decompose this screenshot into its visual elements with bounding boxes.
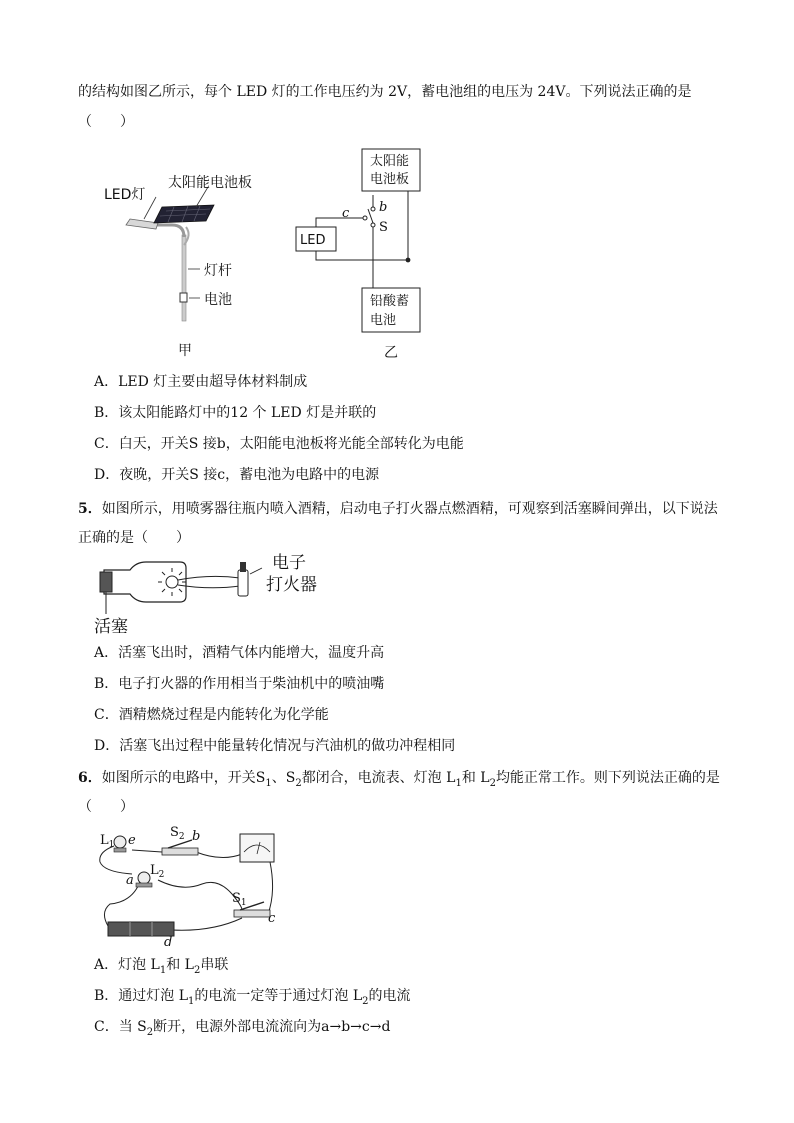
q6-stem-line2: （ ） xyxy=(78,799,134,815)
solar-panel-label: 太阳能电池板 xyxy=(168,175,252,191)
figure-circuit-q6 xyxy=(92,822,292,952)
q6-stem-sub3: 1 xyxy=(455,777,462,789)
switch-s1-base xyxy=(234,910,270,917)
battery-box-line1: 铅酸蓄 xyxy=(370,294,410,309)
label-l1: $L_1$ xyxy=(100,833,115,850)
battery-label: 电池 xyxy=(204,292,232,308)
q5-stem-text: 如图所示，用喷雾器往瓶内喷入酒精，启动电子打火器点燃酒精，可观察到活塞瞬间弹出，以下说法 xyxy=(101,501,718,517)
q4-option-a: A．LED 灯主要由超导体材料制成 xyxy=(94,374,308,390)
caption-jia: 甲 xyxy=(178,343,192,359)
bulb-l2-icon xyxy=(138,872,150,884)
igniter-body xyxy=(238,570,248,596)
q4-stem-line1: 的结构如图乙所示，每个 LED 灯的工作电压约为 2V，蓄电池组的电压为 24V。下列说法正确的是 xyxy=(78,84,692,100)
label-d: d xyxy=(164,935,173,950)
contact-b xyxy=(371,207,375,211)
label-e: e xyxy=(128,833,136,848)
label-b: b xyxy=(379,200,388,215)
q6-stem-part4: 和 L xyxy=(461,770,490,786)
q5-stem-line1 xyxy=(78,499,718,519)
battery-pack xyxy=(108,922,174,936)
q6-stem-part3: 都闭合，电流表、灯泡 L xyxy=(301,770,456,786)
q4-option-b: B．该太阳能路灯中的12 个 LED 灯是并联的 xyxy=(94,405,377,421)
q5-option-d: D．活塞飞出过程中能量转化情况与汽油机的做功冲程相同 xyxy=(94,738,456,754)
q6-stem-part5: 均能正常工作。则下列说法正确的是 xyxy=(495,770,720,786)
lamp-pole xyxy=(182,235,186,321)
q5-option-a: A．活塞飞出时，酒精气体内能增大，温度升高 xyxy=(94,645,385,661)
pole-label: 灯杆 xyxy=(204,263,232,279)
contact-c xyxy=(363,216,367,220)
q6-stem-part2: 、S xyxy=(271,770,296,786)
q4-option-c: C．白天，开关S 接b，太阳能电池板将光能全部转化为电能 xyxy=(94,436,464,452)
spark-icon xyxy=(166,576,178,588)
q4-option-d: D．夜晚，开关S 接c，蓄电池为电路中的电源 xyxy=(94,467,380,483)
q6-stem-sub2: 2 xyxy=(295,777,302,789)
figure-jia xyxy=(96,165,286,365)
label-c: c xyxy=(342,206,350,221)
lamp-arm xyxy=(154,225,184,237)
switch-s2-base xyxy=(162,848,198,855)
piston-label: 活塞 xyxy=(94,617,128,637)
solar-box-line2: 电池板 xyxy=(370,172,410,187)
led-lamp-head xyxy=(126,219,158,229)
q6-stem-sub4: 2 xyxy=(489,777,496,789)
q6-stem-line1 xyxy=(78,768,720,788)
q4-stem-line2: （ ） xyxy=(78,114,134,130)
igniter-label-line2: 打火器 xyxy=(266,575,317,595)
ammeter-icon xyxy=(240,834,274,862)
label-c: c xyxy=(268,911,276,926)
q5-option-b: B．电子打火器的作用相当于柴油机中的喷油嘴 xyxy=(94,676,385,692)
igniter-label-line1: 电子 xyxy=(272,553,306,573)
battery-box xyxy=(180,293,187,302)
led-box-label: LED xyxy=(300,233,326,248)
caption-yi: 乙 xyxy=(384,345,398,361)
q6-option-a: A．灯泡 $L_1$和 $L_2$串联 xyxy=(94,957,229,976)
label-a: a xyxy=(126,873,134,888)
led-label: LED灯 xyxy=(104,187,146,203)
q5-stem-line2: 正确的是（ ） xyxy=(78,530,190,546)
junction-dot xyxy=(406,258,411,263)
label-s: S xyxy=(379,220,388,235)
label-b: b xyxy=(192,829,201,844)
figure-yi xyxy=(290,145,440,370)
q5-number: 5． xyxy=(78,501,102,517)
q6-stem-part1: 如图所示的电路中，开关S xyxy=(101,770,266,786)
q6-option-b: B．通过灯泡 $L_1$的电流一定等于通过灯泡 $L_2$的电流 xyxy=(94,988,411,1007)
label-s2: $S_2$ xyxy=(170,825,185,842)
piston xyxy=(100,572,112,592)
q6-option-c: C．当 $S_2$断开，电源外部电流流向为a→b→c→d xyxy=(94,1019,391,1038)
figure-bottle-igniter xyxy=(90,552,350,642)
bulb-l1-icon xyxy=(114,836,126,848)
label-l2: $L_2$ xyxy=(150,863,165,880)
battery-box-line2: 电池 xyxy=(370,313,397,328)
solar-box-line1: 太阳能 xyxy=(370,154,410,169)
label-s1: $S_1$ xyxy=(232,891,247,908)
switch-pivot xyxy=(371,223,375,227)
q5-option-c: C．酒精燃烧过程是内能转化为化学能 xyxy=(94,707,329,723)
q6-stem-sub1: 1 xyxy=(265,777,272,789)
q6-number: 6． xyxy=(78,770,102,786)
